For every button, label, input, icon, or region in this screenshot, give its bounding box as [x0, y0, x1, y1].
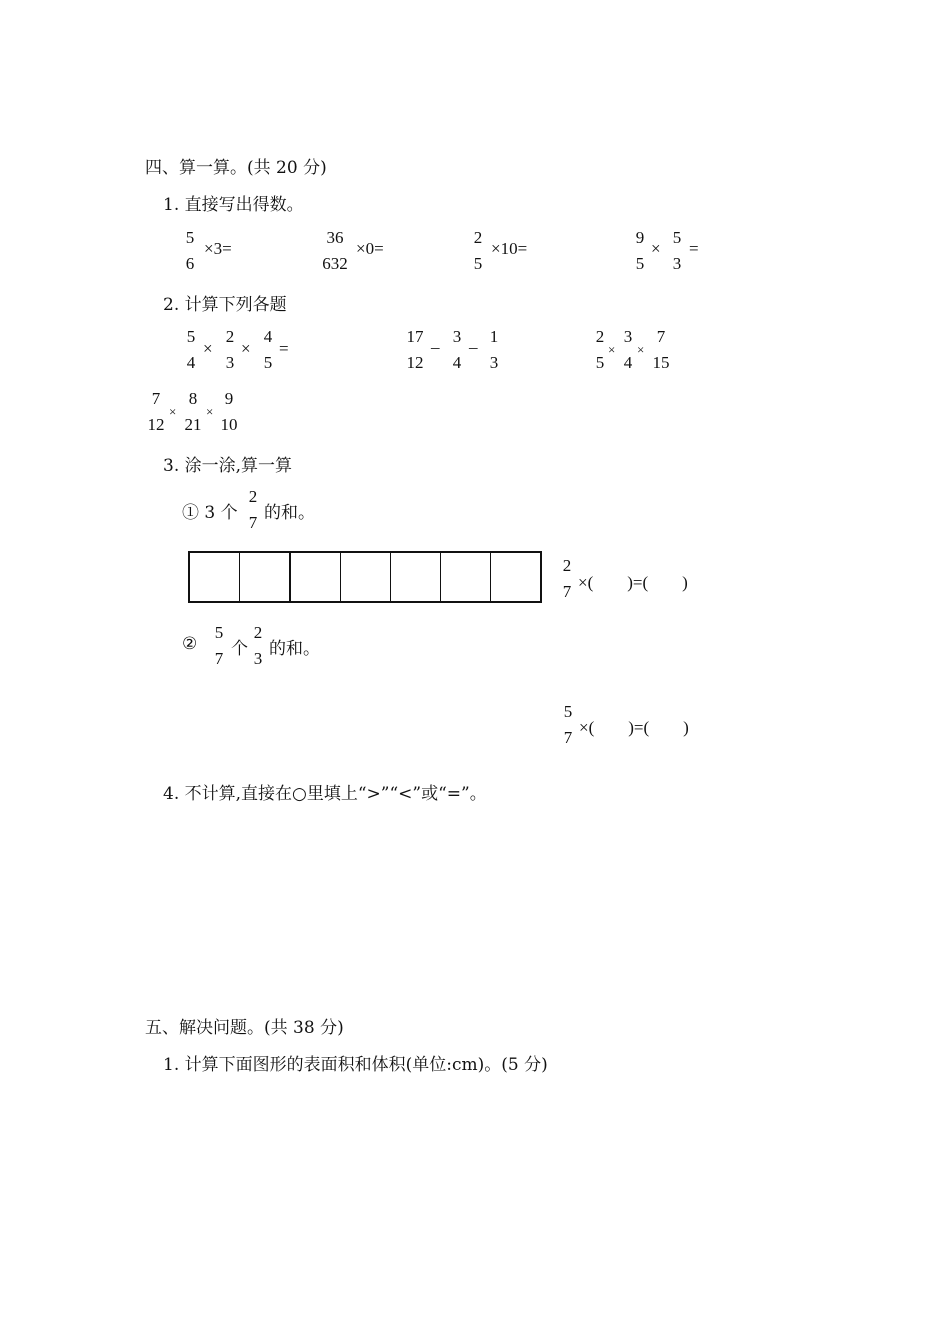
coloring-grid[interactable]: [188, 551, 542, 603]
question-1-label: 1. 直接写出得数。: [163, 195, 304, 215]
operator: ×: [203, 339, 213, 358]
part-1-suffix: 的和。: [264, 503, 315, 523]
grid-cell[interactable]: [491, 553, 540, 601]
section-4-title: 四、算一算。(共 20 分): [145, 158, 327, 178]
part-1-prefix: ① 3 个: [182, 503, 238, 523]
question-4-label: 4. 不计算,直接在○里填上“>”“<”或“=”。: [163, 784, 487, 804]
operator: ×: [206, 404, 214, 419]
grid-cell[interactable]: [240, 553, 291, 601]
section-5-question-1-label: 1. 计算下面图形的表面积和体积(单位:cm)。(5 分): [163, 1055, 548, 1075]
question-3-label: 3. 涂一涂,算一算: [163, 456, 293, 476]
operator: ×: [637, 342, 645, 357]
operator: ×: [241, 339, 251, 358]
expression-tail: ×0=: [356, 239, 384, 258]
grid-cell[interactable]: [190, 553, 240, 601]
operator: ×: [169, 404, 177, 419]
expression-tail: =: [279, 339, 289, 358]
expression-tail: ×10=: [491, 239, 528, 258]
grid-cell[interactable]: [341, 553, 391, 601]
part-2-mid: 个: [231, 639, 248, 659]
section-5-title: 五、解决问题。(共 38 分): [145, 1018, 344, 1038]
operator: ×: [651, 239, 661, 258]
operator: _: [431, 332, 440, 351]
part-2-suffix: 的和。: [269, 639, 320, 659]
expression-tail: =: [689, 239, 699, 258]
expression-tail: ×3=: [204, 239, 232, 258]
grid-cell[interactable]: [391, 553, 441, 601]
answer-blanks[interactable]: ×( )=( ): [578, 573, 688, 592]
operator: ×: [608, 342, 616, 357]
answer-blanks[interactable]: ×( )=( ): [579, 718, 689, 737]
question-2-label: 2. 计算下列各题: [163, 295, 287, 315]
operator: _: [469, 332, 478, 351]
grid-cell[interactable]: [441, 553, 491, 601]
grid-cell[interactable]: [291, 553, 341, 601]
part-2-prefix: ②: [182, 634, 198, 654]
